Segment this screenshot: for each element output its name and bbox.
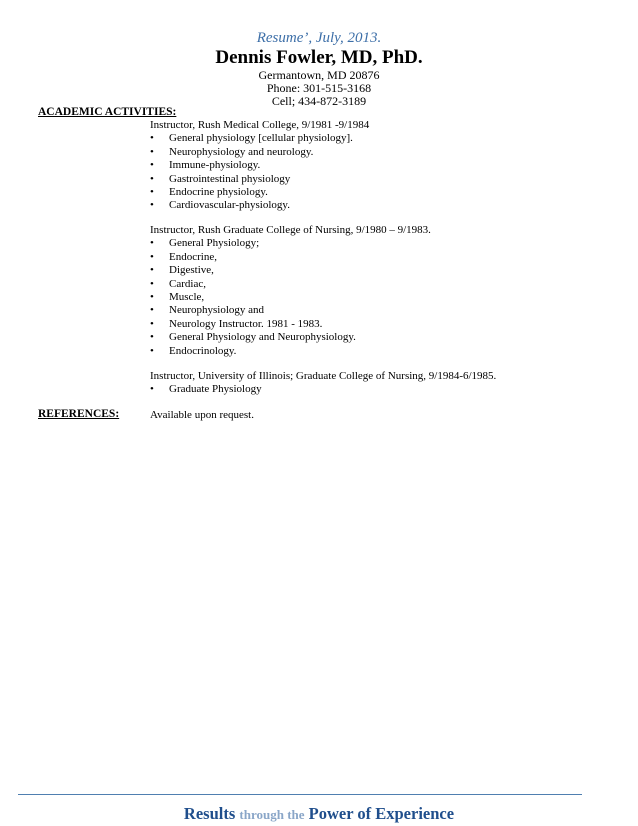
tagline-results: Results bbox=[183, 804, 236, 823]
position-topics bbox=[150, 132, 369, 212]
references-text: Available upon request. bbox=[150, 409, 254, 421]
footer-divider bbox=[18, 794, 582, 795]
list-item: • Cardiovascular-physiology. bbox=[150, 199, 369, 212]
references-heading: REFERENCES: bbox=[38, 408, 120, 420]
list-item: • Neurophysiology and bbox=[150, 304, 431, 317]
list-item: • Cardiac, bbox=[150, 278, 431, 291]
list-item: • General physiology [cellular physiology]. bbox=[150, 132, 369, 145]
tagline-through-the: through the bbox=[239, 807, 305, 822]
list-item: • General Physiology; bbox=[150, 237, 431, 250]
list-item: • Graduate Physiology bbox=[150, 383, 496, 396]
footer-tagline bbox=[0, 804, 638, 824]
cell-number: Cell; 434-872-3189 bbox=[271, 94, 367, 108]
list-item: • General Physiology and Neurophysiology. bbox=[150, 331, 431, 344]
list-item: • Immune-physiology. bbox=[150, 159, 369, 172]
position-topics bbox=[150, 383, 496, 396]
position-rush-nursing bbox=[150, 224, 431, 358]
resume-date: Resume’, July, 2013. bbox=[256, 30, 382, 46]
list-item: • Endocrine, bbox=[150, 251, 431, 264]
position-title: Instructor, Rush Graduate College of Nursing, 9/1980 – 9/1983. bbox=[150, 224, 431, 236]
phone-number: Phone: 301-515-3168 bbox=[266, 81, 372, 95]
list-item: • Digestive, bbox=[150, 264, 431, 277]
list-item: • Neurophysiology and neurology. bbox=[150, 146, 369, 159]
position-title: Instructor, Rush Medical College, 9/1981 -9/1984 bbox=[150, 119, 370, 131]
position-univ-illinois bbox=[150, 370, 496, 397]
candidate-name: Dennis Fowler, MD, PhD. bbox=[215, 47, 423, 68]
list-item: • Endocrinology. bbox=[150, 345, 431, 358]
list-item: • Muscle, bbox=[150, 291, 431, 304]
list-item: • Gastrointestinal physiology bbox=[150, 173, 369, 186]
academic-activities-heading: ACADEMIC ACTIVITIES: bbox=[38, 106, 177, 118]
position-rush-medical bbox=[150, 119, 369, 213]
position-title: Instructor, University of Illinois; Graduate College of Nursing, 9/1984-6/1985. bbox=[150, 370, 497, 382]
position-topics bbox=[150, 237, 431, 358]
list-item: • Endocrine physiology. bbox=[150, 186, 369, 199]
address-city: Germantown, MD 20876 bbox=[258, 68, 380, 82]
tagline-power-of-experience: Power of Experience bbox=[308, 804, 455, 823]
list-item: • Neurology Instructor. 1981 - 1983. bbox=[150, 318, 431, 331]
